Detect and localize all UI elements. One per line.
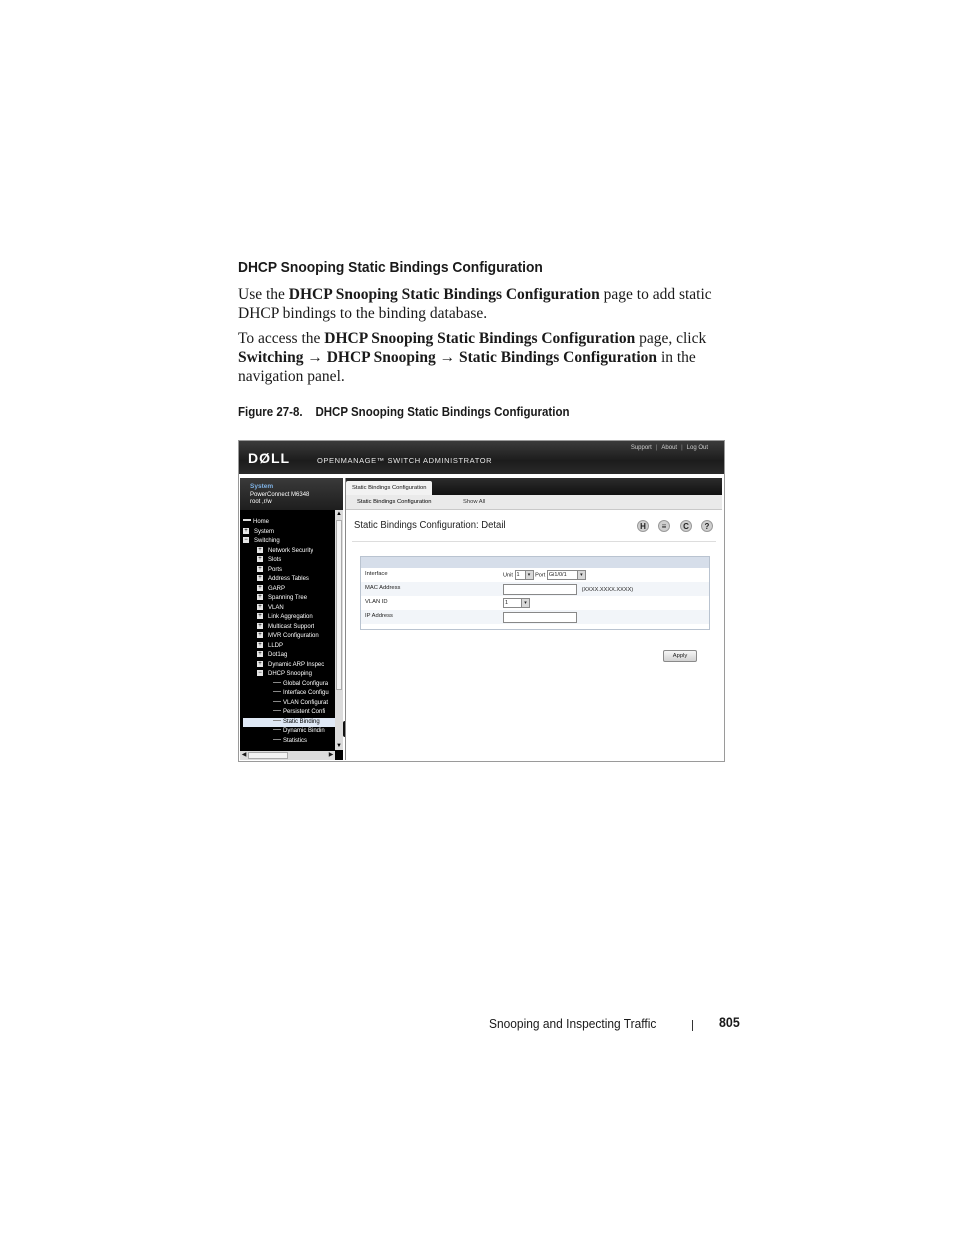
nav-item-network-security[interactable] [257, 547, 313, 556]
about-link[interactable]: About [661, 445, 678, 451]
tab-bar [346, 478, 722, 495]
subtab-static-bindings[interactable]: Static Bindings Configuration [357, 499, 432, 505]
navigation-panel [240, 478, 343, 760]
nav-path-dhcp-snooping: DHCP Snooping [326, 349, 436, 366]
expand-icon[interactable]: + [258, 575, 262, 581]
nav-label: Dynamic ARP Inspec [268, 661, 325, 668]
nav-item-dhcp-snooping[interactable] [257, 670, 312, 679]
nav-label: Interface Configu [283, 690, 329, 696]
row-interface [361, 568, 709, 582]
scroll-thumb[interactable] [248, 752, 288, 759]
nav-label: Slots [268, 557, 282, 563]
logout-link[interactable]: Log Out [686, 445, 708, 451]
unit-value: 1 [516, 572, 520, 578]
nav-label: MVR Configuration [268, 633, 319, 639]
chevron-down-icon[interactable]: ▾ [521, 599, 529, 607]
nav-label: Persistent Confi [283, 709, 326, 715]
nav-label: Ports [268, 566, 283, 573]
nav-item-slots[interactable] [257, 556, 281, 565]
text-run: Use the [238, 286, 289, 303]
tree-line-icon [273, 739, 281, 740]
scroll-left-icon[interactable]: ◀ [241, 752, 247, 758]
nav-item-mvr-configuration[interactable] [257, 632, 319, 641]
figure-caption [238, 405, 570, 419]
vlan-controls [503, 598, 530, 608]
footer-chapter: Snooping and Inspecting Traffic [489, 1016, 657, 1031]
mac-controls [503, 584, 633, 595]
nav-label: Address Tables [268, 576, 309, 582]
subtab-show-all[interactable]: Show All [463, 499, 486, 505]
nav-item-static-binding[interactable] [243, 718, 335, 727]
nav-label: GARP [268, 585, 286, 592]
tree-line-icon [273, 682, 281, 683]
expand-icon[interactable]: + [258, 641, 262, 648]
figure-title: DHCP Snooping Static Bindings Configuration [315, 405, 570, 419]
page-number: 805 [719, 1015, 740, 1030]
nav-item-lldp[interactable] [257, 642, 283, 651]
scroll-up-icon[interactable]: ▲ [336, 511, 342, 517]
header-links [629, 445, 710, 451]
nav-item-interface-config[interactable] [273, 689, 329, 698]
unit-select[interactable] [515, 570, 534, 580]
tree-line-icon [273, 691, 281, 692]
scroll-down-icon[interactable]: ▼ [336, 743, 342, 749]
nav-item-vlan-config[interactable] [273, 699, 328, 708]
tree-line-icon [273, 729, 281, 730]
dell-logo: DØLL [248, 450, 291, 466]
page-title: Static Bindings Configuration: Detail [354, 520, 506, 531]
vlan-select[interactable] [503, 598, 530, 608]
nav-label: Link Aggregation [268, 614, 313, 620]
arrow: → [303, 349, 327, 366]
mac-address-input[interactable] [503, 584, 577, 595]
ip-address-input[interactable] [503, 612, 577, 623]
nav-label: Switching [254, 538, 280, 544]
nav-item-spanning-tree[interactable] [257, 594, 307, 603]
nav-label: Network Security [268, 547, 314, 554]
text-run: page to add static DHCP bindings to the binding database. [238, 286, 712, 322]
expand-icon[interactable]: + [258, 603, 262, 610]
expand-icon[interactable]: + [258, 594, 262, 600]
nav-item-vlan[interactable] [257, 604, 284, 613]
nav-label: DHCP Snooping [268, 671, 312, 677]
system-user: root ,r/w [250, 499, 272, 505]
nav-label: Home [253, 519, 270, 525]
nav-label: Global Configura [283, 680, 329, 687]
port-select[interactable] [547, 570, 586, 580]
support-link[interactable]: Support [630, 445, 652, 451]
mac-label: MAC Address [365, 585, 401, 591]
chevron-down-icon[interactable]: ▾ [525, 571, 533, 579]
nav-label: System [254, 528, 275, 535]
print-icon[interactable]: ≡ [658, 520, 670, 532]
footer-divider [692, 1020, 693, 1031]
bold-page-name: DHCP Snooping Static Bindings Configuration [324, 330, 636, 347]
save-icon[interactable]: H [637, 520, 649, 532]
text-run: page, click [635, 330, 707, 347]
vlan-label: VLAN ID [365, 599, 388, 605]
tree-line-icon [273, 701, 281, 702]
nav-item-address-tables[interactable] [257, 575, 309, 584]
expand-icon[interactable]: + [258, 613, 262, 619]
system-model: PowerConnect M6348 [250, 492, 310, 498]
nav-item-dynamic-arp[interactable] [257, 661, 324, 670]
link-separator: | [655, 445, 658, 451]
nav-label: VLAN Configurat [283, 699, 329, 706]
text-run: To access the [238, 330, 325, 347]
vlan-value: 1 [505, 600, 509, 606]
section-heading: DHCP Snooping Static Bindings Configuration [238, 259, 543, 276]
arrow: → [435, 349, 459, 366]
nav-item-system[interactable] [243, 528, 274, 537]
expand-icon[interactable]: + [258, 546, 262, 553]
nav-item-persistent-config[interactable] [273, 708, 325, 717]
expand-icon[interactable]: + [258, 584, 262, 591]
divider [352, 541, 716, 542]
nav-label: VLAN [268, 604, 284, 611]
scroll-thumb[interactable] [336, 520, 342, 690]
nav-item-home[interactable] [243, 518, 269, 527]
port-value: Gi1/0/1 [548, 572, 567, 578]
nav-path-switching: Switching [238, 349, 304, 366]
form-header [361, 557, 709, 568]
expand-icon[interactable]: + [258, 660, 262, 667]
row-vlan-id [361, 596, 709, 610]
nav-label: Static Binding [283, 718, 320, 725]
help-icon[interactable]: ? [701, 520, 713, 532]
link-separator: | [681, 445, 683, 451]
expand-icon[interactable]: + [258, 565, 262, 572]
row-mac-address [361, 582, 709, 596]
access-paragraph [238, 329, 738, 386]
nav-label: Spanning Tree [268, 595, 308, 601]
expand-icon[interactable]: + [244, 527, 248, 534]
app-title: OPENMANAGE™ SWITCH ADMINISTRATOR [317, 456, 493, 465]
chevron-down-icon[interactable]: ▾ [577, 571, 585, 579]
text-run: in the navigation panel. [238, 349, 696, 385]
expand-icon[interactable]: + [258, 632, 262, 638]
system-info [240, 478, 343, 510]
screenshot-figure [238, 440, 725, 762]
nav-label: Multicast Support [268, 623, 315, 630]
collapse-icon[interactable]: − [244, 537, 248, 543]
nav-path-static-bindings: Static Bindings Configuration [458, 349, 658, 366]
ip-controls [503, 612, 577, 623]
home-icon [243, 519, 251, 521]
app-header [239, 441, 724, 474]
apply-button[interactable]: Apply [663, 650, 697, 662]
nav-horizontal-scrollbar[interactable] [240, 751, 335, 760]
nav-item-ports[interactable] [257, 566, 282, 575]
tree-line-icon [273, 710, 281, 711]
nav-item-statistics[interactable] [273, 737, 307, 746]
nav-label: Statistics [283, 737, 308, 744]
nav-item-link-aggregation[interactable] [257, 613, 313, 622]
bindings-form [360, 556, 710, 630]
nav-item-dynamic-binding[interactable] [273, 727, 325, 736]
tab-static-bindings[interactable]: Static Bindings Configuration [346, 481, 432, 495]
nav-item-garp[interactable] [257, 585, 285, 594]
system-title[interactable]: System [250, 483, 274, 490]
figure-number: Figure 27-8. [238, 405, 303, 419]
collapse-icon[interactable]: − [258, 670, 262, 676]
nav-label: Dynamic Bindin [283, 728, 325, 734]
row-ip-address [361, 610, 709, 624]
bold-page-name: DHCP Snooping Static Bindings Configuration [288, 286, 600, 303]
nav-label: LLDP [268, 642, 284, 649]
nav-vertical-scrollbar[interactable] [335, 510, 343, 750]
mac-format-hint: (XXXX.XXXX.XXXX) [581, 586, 634, 593]
port-label: Port [535, 572, 546, 579]
expand-icon[interactable]: + [258, 651, 262, 657]
scroll-right-icon[interactable]: ▶ [328, 752, 334, 758]
tree-line-icon [273, 720, 281, 721]
intro-paragraph [238, 285, 738, 323]
expand-icon[interactable]: + [258, 622, 262, 629]
refresh-icon[interactable]: C [680, 520, 692, 532]
unit-label: Unit [503, 572, 513, 579]
nav-label: Dot1ag [268, 652, 288, 658]
expand-icon[interactable]: + [258, 556, 262, 562]
sub-tab-bar [346, 495, 722, 510]
content-panel [345, 478, 722, 760]
nav-item-multicast-support[interactable] [257, 623, 314, 632]
interface-controls [503, 570, 586, 580]
ip-label: IP Address [365, 613, 393, 619]
nav-item-global-config[interactable] [273, 680, 328, 689]
interface-label: Interface [365, 571, 388, 577]
nav-item-switching[interactable] [243, 537, 280, 546]
nav-item-dot1ag[interactable] [257, 651, 287, 660]
